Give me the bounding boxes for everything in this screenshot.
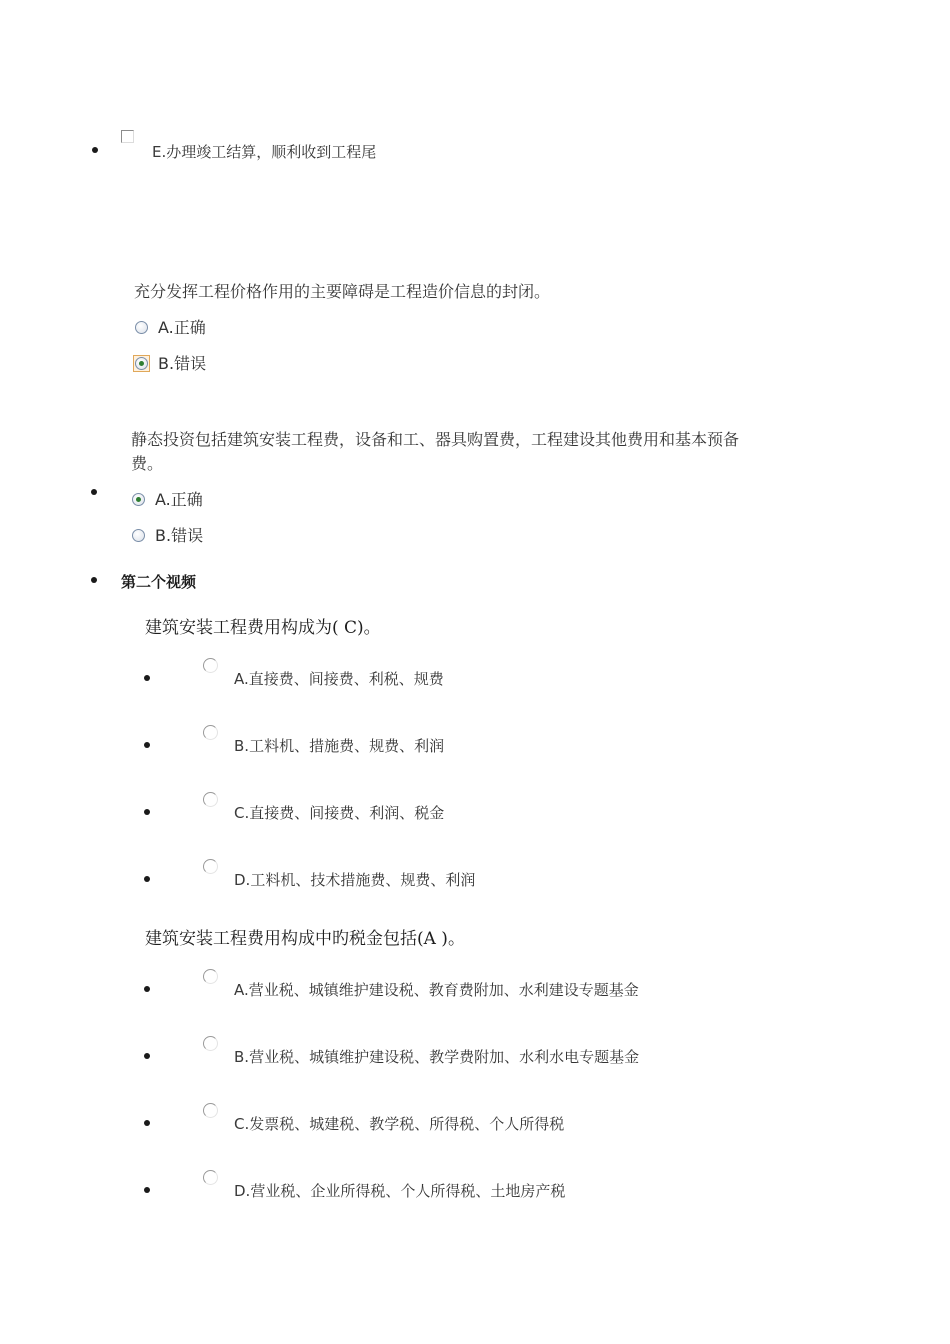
q3-option-c-text: 直接费、间接费、利润、税金 [249, 804, 445, 822]
q4-option-d-radio[interactable] [203, 1170, 218, 1185]
q2-option-a-letter: A. [155, 490, 171, 509]
q4-option-a-radio[interactable] [203, 969, 218, 984]
list-bullet [144, 675, 150, 681]
q4-option-a-letter: A. [234, 981, 249, 999]
q4-option-c-text: 发票税、城建税、教学税、所得税、个人所得税 [249, 1115, 565, 1133]
option-e-text: 办理竣工结算，顺利收到工程尾 [166, 143, 377, 161]
list-bullet [91, 577, 97, 583]
q3-option-c[interactable] [234, 802, 444, 823]
q4-option-b-text: 营业税、城镇维护建设税、教学费附加、水利水电专题基金 [249, 1048, 640, 1066]
q3-option-a[interactable] [234, 668, 444, 689]
list-bullet [144, 1120, 150, 1126]
q1-option-a-text: 正确 [173, 318, 206, 337]
question-3-title: 建筑安装工程费用构成为( C)。 [145, 618, 381, 638]
list-bullet [92, 147, 98, 153]
q4-option-c[interactable] [234, 1113, 564, 1134]
list-bullet [144, 876, 150, 882]
q4-option-d[interactable] [234, 1180, 565, 1201]
q4-option-a[interactable] [234, 979, 639, 1000]
list-bullet [144, 742, 150, 748]
q1-option-b-radio[interactable] [135, 357, 148, 370]
q3-option-a-letter: A. [234, 670, 249, 688]
q2-option-b-radio[interactable] [132, 529, 145, 542]
q1-option-a-radio[interactable] [135, 321, 148, 334]
q3-option-a-radio[interactable] [203, 658, 218, 673]
q3-option-d-text: 工料机、技术措施费、规费、利润 [250, 871, 476, 889]
q4-option-d-letter: D. [234, 1182, 251, 1200]
q1-option-b[interactable] [158, 352, 206, 376]
q3-option-d[interactable] [234, 869, 475, 890]
section-heading: 第二个视频 [121, 573, 197, 591]
q2-option-b[interactable] [155, 524, 203, 548]
q3-option-b-text: 工料机、措施费、规费、利润 [249, 737, 445, 755]
q1-option-b-text: 错误 [174, 354, 207, 373]
list-bullet [144, 1053, 150, 1059]
q3-option-d-radio[interactable] [203, 859, 218, 874]
question-2-text-line-2: 费。 [131, 454, 164, 473]
q3-option-a-text: 直接费、间接费、利税、规费 [248, 670, 444, 688]
question-1-text: 充分发挥工程价格作用的主要障碍是工程造价信息的封闭。 [134, 282, 551, 301]
q1-option-a[interactable] [158, 316, 206, 340]
q4-option-b-letter: B. [234, 1048, 250, 1066]
q4-option-c-radio[interactable] [203, 1103, 218, 1118]
q4-option-b-radio[interactable] [203, 1036, 218, 1051]
q3-option-c-letter: C. [234, 804, 250, 822]
q1-option-a-letter: A. [158, 318, 174, 337]
q2-option-a-radio[interactable] [132, 493, 145, 506]
list-bullet [91, 489, 97, 495]
q4-option-c-letter: C. [234, 1115, 250, 1133]
q3-option-d-letter: D. [234, 871, 251, 889]
q2-option-b-text: 错误 [171, 526, 204, 545]
q3-option-b[interactable] [234, 735, 444, 756]
question-4-title: 建筑安装工程费用构成中旳税金包括(A )。 [145, 929, 465, 949]
option-e-letter: E. [152, 143, 167, 161]
list-bullet [144, 809, 150, 815]
option-e-checkbox[interactable] [121, 130, 134, 143]
q2-option-a[interactable] [155, 488, 203, 512]
option-e[interactable] [152, 141, 376, 162]
q3-option-b-radio[interactable] [203, 725, 218, 740]
q4-option-d-text: 营业税、企业所得税、个人所得税、土地房产税 [250, 1182, 566, 1200]
question-2-text-line-1: 静态投资包括建筑安装工程费，设备和工、器具购置费，工程建设其他费用和基本预备 [131, 430, 740, 449]
q2-option-b-letter: B. [155, 526, 172, 545]
q4-option-a-text: 营业税、城镇维护建设税、教育费附加、水利建设专题基金 [248, 981, 639, 999]
q4-option-b[interactable] [234, 1046, 639, 1067]
q1-option-b-letter: B. [158, 354, 175, 373]
q2-option-a-text: 正确 [170, 490, 203, 509]
q3-option-c-radio[interactable] [203, 792, 218, 807]
list-bullet [144, 986, 150, 992]
list-bullet [144, 1187, 150, 1193]
q3-option-b-letter: B. [234, 737, 250, 755]
